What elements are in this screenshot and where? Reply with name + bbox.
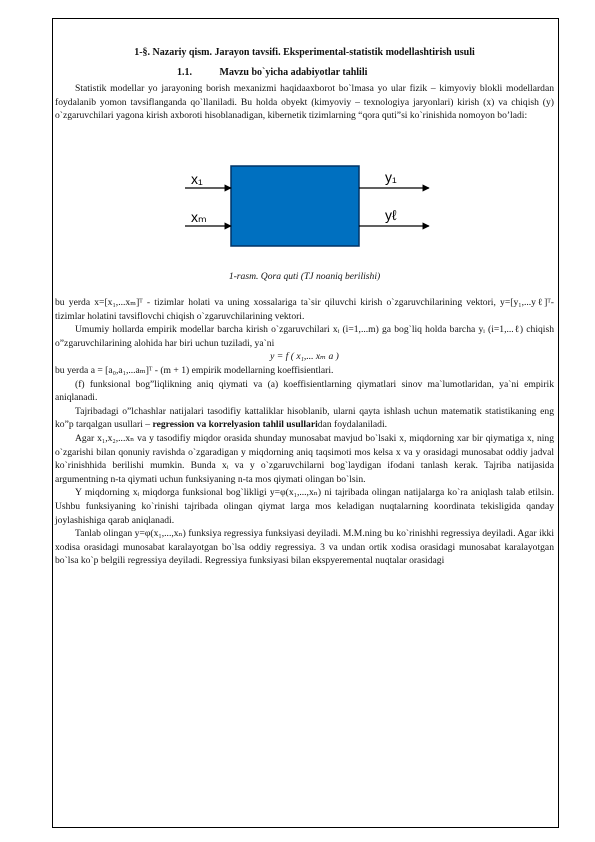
label-xm: xₘ — [191, 209, 207, 225]
paragraph-functional: (f) funksional bog”liqlikning aniq qiymati va (a) koeffisientlarning qiymatlari sinov ma`lumotlaridan, ya`ni empirik aniqlanadi. — [55, 378, 554, 404]
paragraph-empirical: Umumiy hollarda empirik modellar barcha kirish o`zgaruvchilari xᵢ (i=1,...m) ga bog`liq holda barcha yᵢ (i=1,...ℓ) chiqish o”zgaruvchilarining alohida har biri uchun tuziladi, ya`ni — [55, 324, 554, 349]
figure-caption: 1-rasm. Qora quti (TJ noaniq berilishi) — [228, 271, 381, 282]
paragraph-intro: Statistik modellar yo jarayoning borish mexanizmi haqidaaxborot bo`lmasa yo ular fizik – kimyoviy blokli modellardan foydalanib yomon tavsiflanganda qo`llaniladi. Bu holda obyekt (kimyoviy – texnologiya jaryonlari) kirish (x) va chiqish (y) o`zgaruvchilari yagona kirish axboroti hisoblanadigan, kibernetik tizimlarning “qora quti”si ko`rinishida nomoyon bo’ladi: — [55, 83, 554, 122]
paragraph-functional-dependence: Y miqdorning xᵢ miqdorga funksional bog`likligi y=φ(x₁,...,xₙ) ni tajribada olingan natijalarga ko`ra aniqlash talab etilsin. Ushbu funksiyaning ko`rinishi tajribada olingan qiymat larga mos keladigan nuqtalarning koordinata tekisligida qanday joylashishiga qarab aniqlanadi. — [55, 487, 554, 526]
label-yl: yℓ — [385, 207, 397, 223]
paragraph-regression-function: Tanlab olingan y=φ(x₁,...,xₙ) funksiya regressiya funksiyasi deyiladi. M.M.ning bu ko`rinishhi regressiya deyiladi. Agar ikki xodisa orasidagi munosabat karalayotgan bo`lsa oddiy regressiya. 3 va undan ortik xodisa orasidagi munosabat karalayotgan bo`lsa ko`p belgili regressiya deyiladi. Regressiya funksiyasi bilan ekspyeremental nuqtalar orasidagi — [55, 528, 554, 567]
formula: y = f ( x₁,... xₘ a ) — [270, 351, 339, 363]
subsection-title: Mavzu bo`yicha adabiyotlar tahlili — [219, 67, 368, 78]
section-heading: 1-§. Nazariy qism. Jarayon tavsifi. Eksperimental-statistik modellashtirish usuli — [134, 47, 475, 58]
paragraph-regression-intro: Tajribadagi o”lchashlar natijalari tasodifiy kattaliklar hisoblanib, ularni qayta ishlash uchun matematik statistikaning eng ko”p tarqalgan usullari – regression va korrelyasion tahlil usullaridan foydalaniladi. — [55, 405, 554, 431]
subsection-heading — [177, 66, 367, 80]
label-x1: x₁ — [191, 171, 203, 187]
black-box-diagram — [55, 156, 554, 268]
regression-term: regression va korrelyasion tahlil usullari — [152, 419, 318, 431]
black-box — [231, 166, 359, 246]
paragraph-vectors: bu yerda x=[x₁,...xₘ]ᵀ - tizimlar holati va uning xossalariga ta`sir qiluvchi kirish o`zgaruvchilarining vektori, y=[y₁,...yℓ]ᵀ- tizimlar holatini tavsiflovchi chiqish o`zgaruvchilarining vektori. — [55, 297, 554, 322]
paragraph-random-variables: Agar x₁,x₂,...xₙ va y tasodifiy miqdor orasida shunday munosabat mavjud bo`lsaki x, miqdorning xar bir qiymatiga x, ning o`zgarishi bilan qonuniy ravishda o`zgaradigan y miqdorning aniq taqsimoti mos kelsa x va y orasidagi munosabat oddiy jadval ko`rinishhida berilishi mumkin. Bunda xᵢ va y o`zgaruvchilarni bog`laydigan ifodani tanlash kerak. Tajriba natijasida argumentning n-ta qiymati uchun funksiyaning n-ta mos qiymati olingan bo`lsin. — [55, 432, 554, 485]
paragraph-coefficients: bu yerda a = [a₀,a₁,...aₘ]ᵀ - (m + 1) empirik modellarning koeffisientlari. — [55, 364, 334, 376]
subsection-number: 1.1. — [177, 67, 192, 78]
label-y1: y₁ — [385, 169, 397, 185]
